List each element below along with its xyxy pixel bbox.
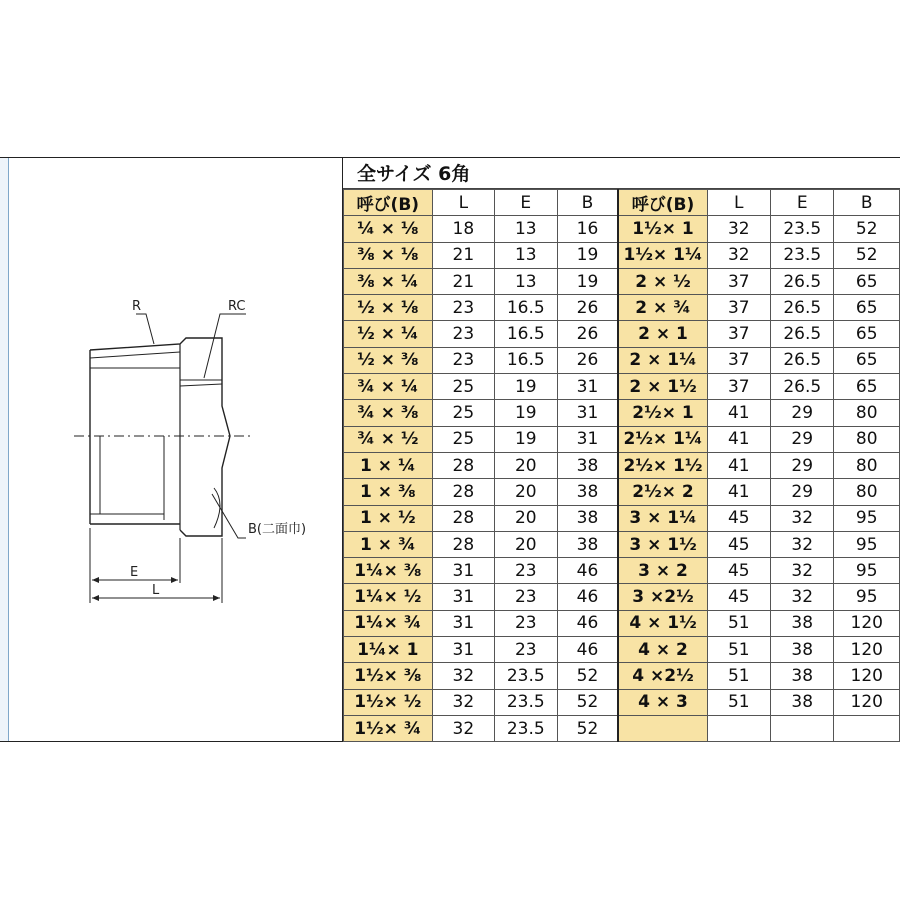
cell-left-size: 1 × ¾ [344, 531, 433, 557]
cell-right-e: 23.5 [771, 242, 834, 268]
cell-right-b: 95 [834, 558, 900, 584]
cell-left-size: 1½× ½ [344, 689, 433, 715]
cell-right-l: 32 [707, 242, 770, 268]
cell-left-b: 19 [557, 268, 618, 294]
cell-right-size: 2 × ¾ [618, 295, 707, 321]
hex-chamfer [214, 488, 220, 528]
cell-right-l: 51 [707, 637, 770, 663]
table-title: 全サイズ 6角 [343, 158, 900, 189]
cell-right-e: 32 [771, 558, 834, 584]
cell-right-b: 95 [834, 505, 900, 531]
label-rc: RC [228, 299, 246, 314]
spec-sheet [0, 157, 900, 742]
cell-left-size: 1¼× ½ [344, 584, 433, 610]
cell-left-b: 46 [557, 558, 618, 584]
cell-right-l: 45 [707, 531, 770, 557]
cell-right-e: 38 [771, 637, 834, 663]
cell-left-size: ¾ × ¼ [344, 374, 433, 400]
cell-right-l: 37 [707, 268, 770, 294]
cell-left-b: 38 [557, 452, 618, 478]
cell-left-size: 1¼× ⅜ [344, 558, 433, 584]
body-top-edge [90, 338, 222, 380]
cell-left-size: 1¼× 1 [344, 637, 433, 663]
cell-left-l: 32 [432, 689, 494, 715]
table-row [344, 689, 900, 715]
cell-left-e: 20 [495, 452, 557, 478]
cell-left-size: 1 × ⅜ [344, 479, 433, 505]
cell-left-e: 23 [495, 637, 557, 663]
cell-right-e: 26.5 [771, 374, 834, 400]
b-leader [212, 494, 246, 538]
label-r: R [132, 299, 142, 314]
cell-left-e: 19 [495, 426, 557, 452]
cell-right-size: 1½× 1 [618, 216, 707, 242]
cell-left-l: 25 [432, 400, 494, 426]
header-b-right: B [834, 190, 900, 216]
cell-left-l: 21 [432, 242, 494, 268]
cell-left-size: ¼ × ⅛ [344, 216, 433, 242]
cell-left-b: 26 [557, 321, 618, 347]
cell-left-b: 31 [557, 426, 618, 452]
header-e-left: E [495, 190, 557, 216]
cell-right-size: 3 × 1½ [618, 531, 707, 557]
table-row [344, 374, 900, 400]
cell-right-l: 41 [707, 426, 770, 452]
cell-left-l: 25 [432, 426, 494, 452]
cell-left-size: 1½× ⅜ [344, 663, 433, 689]
cell-right-e: 29 [771, 400, 834, 426]
cell-right-size: 4 × 2 [618, 637, 707, 663]
table-row [344, 242, 900, 268]
cell-left-l: 25 [432, 374, 494, 400]
cell-right-b: 65 [834, 268, 900, 294]
table-row [344, 531, 900, 557]
cell-left-size: ½ × ⅛ [344, 295, 433, 321]
dim-e-arrow-left [92, 577, 99, 583]
cell-left-size: ⅜ × ¼ [344, 268, 433, 294]
cell-right-e: 32 [771, 584, 834, 610]
cell-left-e: 13 [495, 242, 557, 268]
cell-left-size: ½ × ⅜ [344, 347, 433, 373]
header-e-right: E [771, 190, 834, 216]
cell-left-e: 20 [495, 531, 557, 557]
cell-right-b: 80 [834, 479, 900, 505]
cell-left-size: 1¼× ¾ [344, 610, 433, 636]
cell-left-l: 23 [432, 321, 494, 347]
cell-right-b: 52 [834, 242, 900, 268]
cell-left-b: 16 [557, 216, 618, 242]
spec-table [343, 189, 900, 742]
table-row [344, 715, 900, 741]
cell-right-b: 52 [834, 216, 900, 242]
cell-right-l: 45 [707, 584, 770, 610]
cell-right-size [618, 715, 707, 741]
cell-left-l: 32 [432, 715, 494, 741]
cell-right-size: 1½× 1¼ [618, 242, 707, 268]
thread-line-top [90, 352, 180, 358]
cell-right-b: 120 [834, 689, 900, 715]
table-row [344, 558, 900, 584]
dim-l-arrow-left [92, 595, 99, 601]
table-row [344, 268, 900, 294]
cell-right-b: 65 [834, 295, 900, 321]
cell-left-e: 20 [495, 479, 557, 505]
table-row [344, 505, 900, 531]
cell-left-l: 31 [432, 610, 494, 636]
cell-right-l: 51 [707, 610, 770, 636]
cell-right-b: 95 [834, 584, 900, 610]
cell-right-size: 3 × 2 [618, 558, 707, 584]
cell-left-size: 1 × ¼ [344, 452, 433, 478]
table-row [344, 663, 900, 689]
table-row [344, 321, 900, 347]
table-row [344, 637, 900, 663]
cell-right-b [834, 715, 900, 741]
cell-left-b: 46 [557, 637, 618, 663]
cell-right-b: 65 [834, 347, 900, 373]
cell-right-l: 45 [707, 505, 770, 531]
cell-right-l: 41 [707, 479, 770, 505]
bushing-drawing [8, 158, 342, 741]
header-b-left: B [557, 190, 618, 216]
cell-left-b: 46 [557, 610, 618, 636]
cell-left-l: 31 [432, 558, 494, 584]
table-row [344, 479, 900, 505]
dim-e-arrow-right [171, 577, 178, 583]
cell-right-e: 38 [771, 610, 834, 636]
cell-left-l: 31 [432, 584, 494, 610]
cell-right-e: 26.5 [771, 321, 834, 347]
cell-left-e: 13 [495, 216, 557, 242]
cell-right-b: 80 [834, 452, 900, 478]
cell-left-b: 26 [557, 295, 618, 321]
cell-left-e: 23 [495, 558, 557, 584]
cell-right-l: 37 [707, 295, 770, 321]
cell-left-b: 52 [557, 663, 618, 689]
cell-left-l: 18 [432, 216, 494, 242]
cell-right-e: 26.5 [771, 347, 834, 373]
label-b: B(二面巾) [248, 522, 307, 537]
cell-right-e: 23.5 [771, 216, 834, 242]
cell-right-b: 95 [834, 531, 900, 557]
cell-right-b: 80 [834, 426, 900, 452]
cell-right-e: 32 [771, 505, 834, 531]
cell-right-b: 65 [834, 374, 900, 400]
cell-right-b: 65 [834, 321, 900, 347]
cell-left-e: 16.5 [495, 295, 557, 321]
cell-right-l [707, 715, 770, 741]
cell-left-e: 16.5 [495, 347, 557, 373]
cell-left-b: 52 [557, 689, 618, 715]
cell-left-l: 23 [432, 295, 494, 321]
cell-right-size: 2 × 1 [618, 321, 707, 347]
rc-thread-inner [180, 384, 222, 386]
cell-left-e: 19 [495, 400, 557, 426]
table-row [344, 452, 900, 478]
cell-left-size: 1 × ½ [344, 505, 433, 531]
cell-right-l: 41 [707, 400, 770, 426]
header-l-left: L [432, 190, 494, 216]
cell-right-size: 4 × 3 [618, 689, 707, 715]
cell-left-b: 26 [557, 347, 618, 373]
header-size-right: 呼び(B) [618, 190, 707, 216]
cell-right-l: 41 [707, 452, 770, 478]
spec-table-area [342, 158, 900, 741]
cell-left-size: ⅜ × ⅛ [344, 242, 433, 268]
table-row [344, 426, 900, 452]
cell-right-e: 29 [771, 452, 834, 478]
cell-right-e: 29 [771, 479, 834, 505]
cell-right-e [771, 715, 834, 741]
cell-right-l: 32 [707, 216, 770, 242]
cell-left-b: 52 [557, 715, 618, 741]
cell-right-size: 2 × ½ [618, 268, 707, 294]
cell-right-b: 120 [834, 637, 900, 663]
header-size-left: 呼び(B) [344, 190, 433, 216]
cell-right-e: 38 [771, 689, 834, 715]
cell-right-l: 37 [707, 374, 770, 400]
table-row [344, 400, 900, 426]
cell-left-l: 28 [432, 531, 494, 557]
cell-left-e: 16.5 [495, 321, 557, 347]
cell-right-l: 51 [707, 689, 770, 715]
cell-right-e: 29 [771, 426, 834, 452]
table-row [344, 610, 900, 636]
cell-left-e: 19 [495, 374, 557, 400]
cell-right-size: 4 ×2½ [618, 663, 707, 689]
cell-left-l: 23 [432, 347, 494, 373]
cell-right-b: 80 [834, 400, 900, 426]
cell-right-l: 37 [707, 347, 770, 373]
cell-left-l: 21 [432, 268, 494, 294]
cell-left-l: 28 [432, 452, 494, 478]
cell-right-size: 2½× 1 [618, 400, 707, 426]
cell-left-l: 31 [432, 637, 494, 663]
cell-left-e: 23.5 [495, 715, 557, 741]
cell-left-e: 23.5 [495, 663, 557, 689]
cell-right-e: 38 [771, 663, 834, 689]
label-l: L [152, 583, 160, 598]
cell-right-l: 51 [707, 663, 770, 689]
cell-right-size: 2½× 1¼ [618, 426, 707, 452]
label-e: E [130, 565, 139, 580]
dim-l-arrow-right [213, 595, 220, 601]
cell-right-size: 4 × 1½ [618, 610, 707, 636]
r-leader [136, 314, 154, 344]
cell-right-e: 32 [771, 531, 834, 557]
cell-right-l: 45 [707, 558, 770, 584]
cell-right-b: 120 [834, 610, 900, 636]
cell-left-b: 38 [557, 531, 618, 557]
cell-left-b: 38 [557, 479, 618, 505]
cell-left-size: 1½× ¾ [344, 715, 433, 741]
cell-left-size: ¾ × ½ [344, 426, 433, 452]
cell-left-size: ½ × ¼ [344, 321, 433, 347]
table-row [344, 347, 900, 373]
cell-right-e: 26.5 [771, 268, 834, 294]
bushing-diagram [8, 158, 342, 743]
cell-right-size: 2 × 1½ [618, 374, 707, 400]
cell-right-size: 3 × 1¼ [618, 505, 707, 531]
cell-right-size: 3 ×2½ [618, 584, 707, 610]
cell-left-e: 23.5 [495, 689, 557, 715]
cell-right-l: 37 [707, 321, 770, 347]
header-row [344, 190, 900, 216]
cell-right-size: 2½× 1½ [618, 452, 707, 478]
cell-right-b: 120 [834, 663, 900, 689]
cell-left-b: 19 [557, 242, 618, 268]
spec-table-body [344, 216, 900, 742]
table-row [344, 584, 900, 610]
header-l-right: L [707, 190, 770, 216]
cell-left-e: 13 [495, 268, 557, 294]
cell-left-l: 28 [432, 505, 494, 531]
cell-left-e: 23 [495, 610, 557, 636]
cell-left-e: 20 [495, 505, 557, 531]
cell-right-size: 2 × 1¼ [618, 347, 707, 373]
cell-right-size: 2½× 2 [618, 479, 707, 505]
table-row [344, 295, 900, 321]
cell-left-size: ¾ × ⅜ [344, 400, 433, 426]
cell-left-b: 31 [557, 374, 618, 400]
cell-left-b: 38 [557, 505, 618, 531]
cell-left-l: 28 [432, 479, 494, 505]
cell-right-e: 26.5 [771, 295, 834, 321]
cell-left-e: 23 [495, 584, 557, 610]
rc-leader [204, 314, 246, 378]
cell-left-l: 32 [432, 663, 494, 689]
table-row [344, 216, 900, 242]
cell-left-b: 31 [557, 400, 618, 426]
cell-left-b: 46 [557, 584, 618, 610]
